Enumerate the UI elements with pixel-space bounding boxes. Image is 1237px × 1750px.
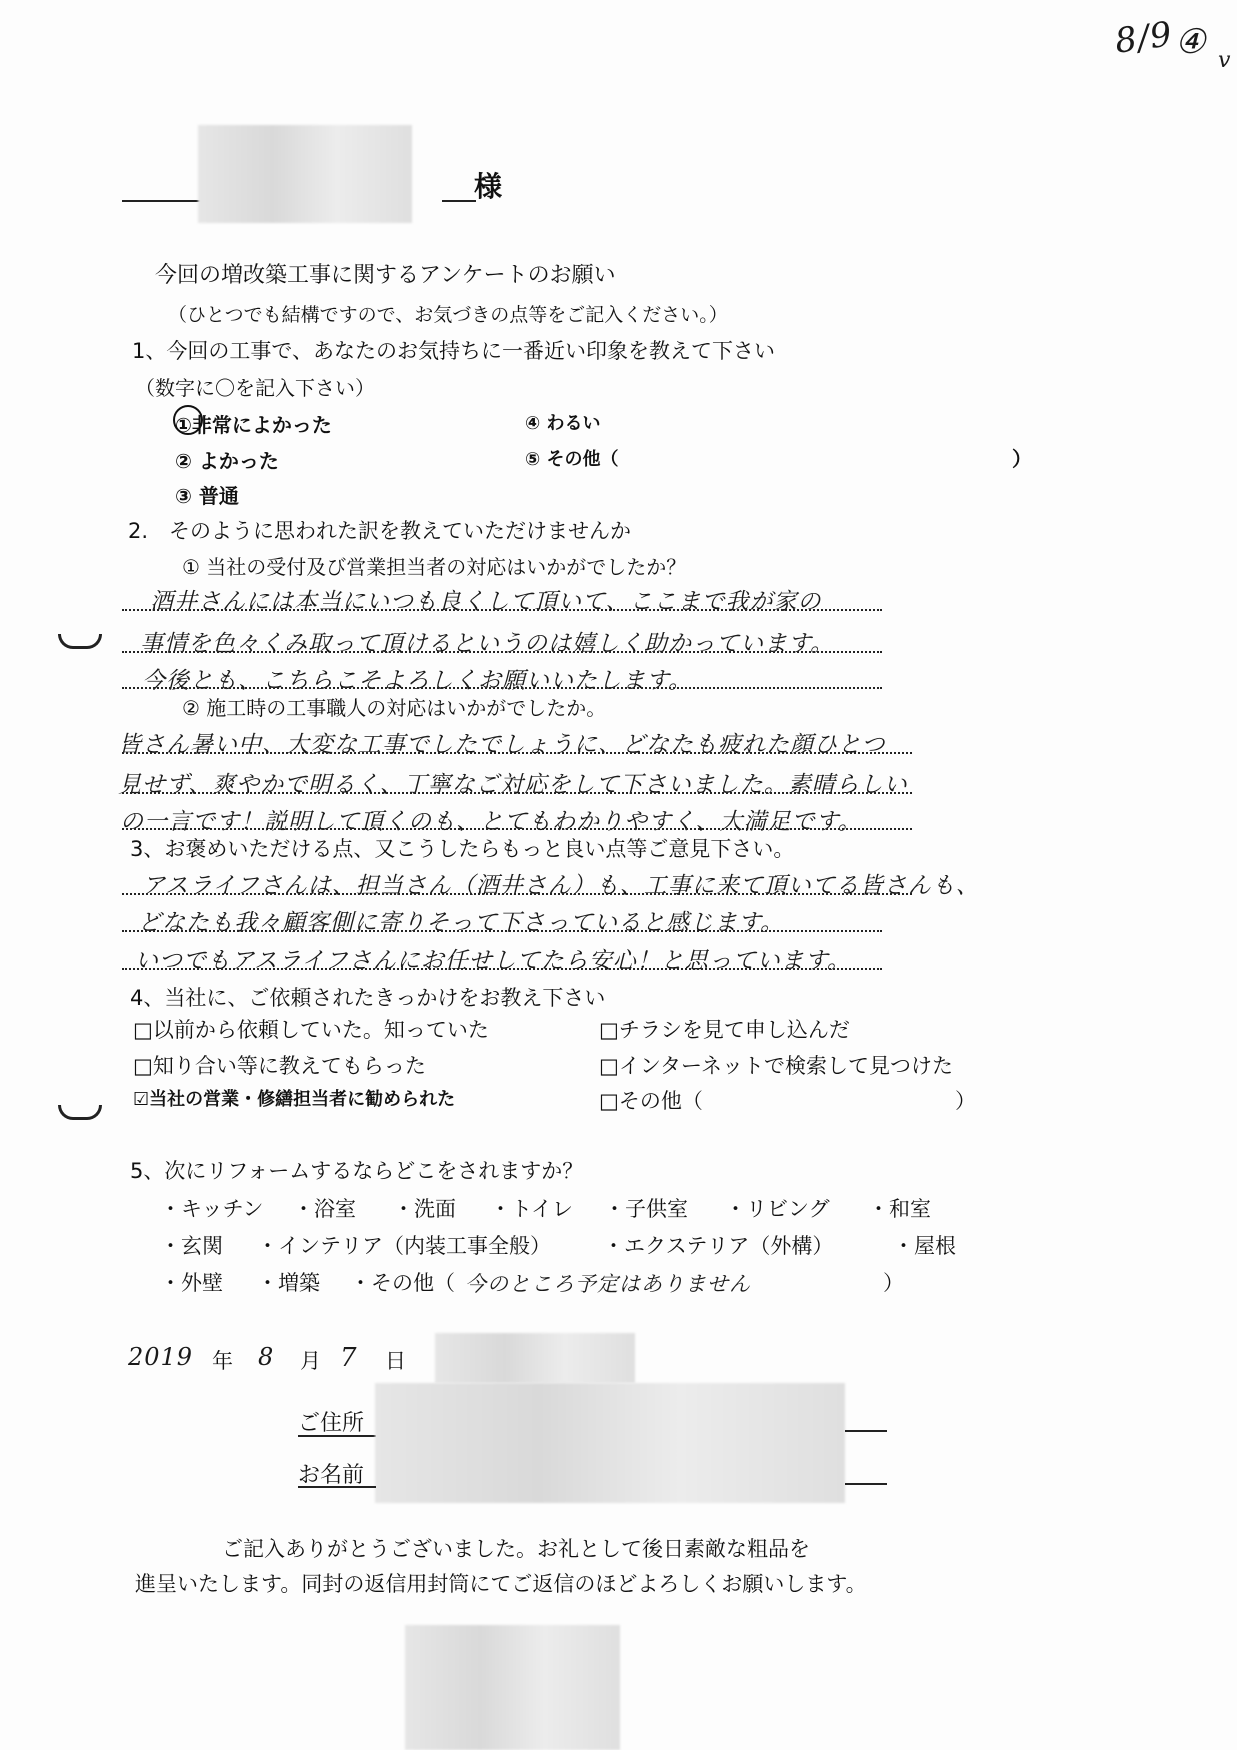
recipient-underline-left xyxy=(122,200,202,202)
q1-option-5-close: ） xyxy=(1012,447,1032,471)
q2-answer2-line1: 皆さん暑い中、大変な工事でしたでしょうに、どなたも疲れた顔ひとつ xyxy=(118,732,886,758)
q1-option-3[interactable]: ③ 普通 xyxy=(175,484,239,508)
q4-question: 4、当社に、ご依頼されたきっかけをお教え下さい xyxy=(130,986,606,1010)
q4-option-known[interactable]: □以前から依頼していた。知っていた xyxy=(133,1018,489,1042)
q3-answer-line2: どなたも我々顧客側に寄りそって下さっていると感じます。 xyxy=(138,910,785,936)
q1-question: 1、今回の工事で、あなたのお気持ちに一番近い印象を教えて下さい xyxy=(132,339,775,363)
redacted-recipient-name xyxy=(198,125,412,223)
q5-question: 5、次にリフォームするならどこをされますか？ xyxy=(130,1159,584,1183)
q5-option-japanese-room[interactable]: ・和室 xyxy=(868,1197,931,1221)
redacted-date-area xyxy=(435,1333,635,1383)
q5-option-kitchen[interactable]: ・キッチン xyxy=(160,1197,264,1221)
name-label-underline xyxy=(298,1486,376,1488)
q2-answer1-line3: 今後とも、こちらこそよろしくお願いいたします。 xyxy=(142,668,693,694)
corner-date-note: 8/9 xyxy=(1112,14,1176,62)
address-label-underline xyxy=(298,1435,376,1437)
date-month: 8 xyxy=(258,1343,275,1371)
q1-note: （数字に〇を記入下さい） xyxy=(135,376,375,400)
honorific-sama: 様 xyxy=(474,170,503,203)
q4-option-sales-recommended[interactable]: ☑当社の営業・修繕担当者に勧められた xyxy=(133,1089,456,1110)
date-day: 7 xyxy=(340,1343,358,1373)
q1-option-1-circled[interactable]: ①非常によかった xyxy=(175,413,332,437)
answer-dotted-line xyxy=(122,609,882,611)
q3-question: 3、お褒めいただける点、又こうしたらもっと良い点等ご意見下さい。 xyxy=(130,837,795,861)
answer-dotted-line xyxy=(122,968,882,970)
q4-option-other-close: ） xyxy=(955,1089,976,1113)
q2-sub1: ① 当社の受付及び営業担当者の対応はいかがでしたか？ xyxy=(182,555,687,579)
answer-dotted-line xyxy=(122,828,912,830)
q5-option-living[interactable]: ・リビング xyxy=(725,1197,830,1221)
q2-answer2-line2: 見せず、爽やかで明るく、丁寧なご対応をして下さいました。素晴らしい xyxy=(118,772,908,798)
q4-option-internet[interactable]: □インターネットで検索して見つけた xyxy=(599,1054,953,1078)
q1-option-4[interactable]: ④ わるい xyxy=(525,413,601,434)
address-label: ご住所 xyxy=(298,1411,365,1436)
answer-dotted-line xyxy=(122,792,912,794)
redacted-address-and-name xyxy=(375,1383,845,1503)
name-label: お名前 xyxy=(298,1463,365,1488)
corner-number-note: ④ xyxy=(1175,22,1207,62)
recipient-underline-right xyxy=(442,200,476,202)
corner-check-note: v xyxy=(1218,48,1232,73)
survey-subtitle: （ひとつでも結構ですので、お気づきの点等をご記入ください。） xyxy=(168,304,728,326)
q5-option-washroom[interactable]: ・洗面 xyxy=(393,1197,456,1221)
q2-question: 2. そのように思われた訳を教えていただけませんか xyxy=(128,519,632,543)
q2-answer1-line1: 酒井さんには本当にいつも良くして頂いて、ここまで我が家の xyxy=(150,589,822,615)
closing-line2: 進呈いたします。同封の返信用封筒にてご返信のほどよろしくお願いします。 xyxy=(135,1572,867,1596)
q5-other-answer: 今のところ予定はありません xyxy=(465,1272,751,1296)
answer-dotted-line xyxy=(122,752,912,754)
q5-option-roof[interactable]: ・屋根 xyxy=(893,1234,956,1258)
answer-dotted-line xyxy=(122,893,912,895)
date-year-unit: 年 xyxy=(212,1349,233,1373)
answer-dotted-line xyxy=(122,687,882,689)
q1-option-5[interactable]: ⑤ その他（ xyxy=(525,449,619,470)
answer-dotted-line xyxy=(122,930,882,932)
q5-option-entrance[interactable]: ・玄関 xyxy=(160,1234,223,1258)
answer-dotted-line xyxy=(122,651,882,653)
q5-option-kids-room[interactable]: ・子供室 xyxy=(604,1197,688,1221)
q5-option-other[interactable]: ・その他（ xyxy=(350,1271,455,1295)
binder-mark xyxy=(58,1105,102,1120)
q2-sub2: ② 施工時の工事職人の対応はいかがでしたか。 xyxy=(182,696,607,720)
q2-answer2-line3: の一言です！説明して頂くのも、とてもわかりやすく、大満足です。 xyxy=(120,809,862,835)
selection-circle-mark xyxy=(173,405,203,435)
q5-option-toilet[interactable]: ・トイレ xyxy=(490,1197,573,1221)
binder-mark xyxy=(58,634,102,649)
q5-other-close: ） xyxy=(883,1271,904,1295)
name-field-line xyxy=(845,1483,887,1485)
closing-line1: ご記入ありがとうございました。お礼として後日素敵な粗品を xyxy=(222,1537,810,1561)
date-year: 2019 xyxy=(128,1343,194,1371)
q4-option-referral[interactable]: □知り合い等に教えてもらった xyxy=(133,1054,426,1078)
q2-answer1-line2: 事情を色々くみ取って頂けるというのは嬉しく助かっています。 xyxy=(140,631,835,657)
q3-answer-line3: いつでもアスライフさんにお任せしてたら安心！と思っています。 xyxy=(135,948,851,974)
date-month-unit: 月 xyxy=(300,1349,321,1373)
q4-option-other[interactable]: □その他（ xyxy=(599,1089,703,1113)
q5-option-interior[interactable]: ・インテリア（内装工事全般） xyxy=(257,1234,551,1258)
redacted-company-stamp xyxy=(405,1625,620,1750)
address-field-line xyxy=(845,1430,887,1432)
q5-option-outer-wall[interactable]: ・外壁 xyxy=(160,1271,223,1295)
q5-option-exterior[interactable]: ・エクステリア（外構） xyxy=(603,1234,834,1258)
date-day-unit: 日 xyxy=(385,1349,406,1373)
q5-option-bathroom[interactable]: ・浴室 xyxy=(293,1197,356,1221)
q1-option-2[interactable]: ② よかった xyxy=(175,449,279,473)
survey-title: 今回の増改築工事に関するアンケートのお願い xyxy=(155,263,616,288)
q4-option-flyer[interactable]: □チラシを見て申し込んだ xyxy=(599,1018,850,1042)
q5-option-extension[interactable]: ・増築 xyxy=(257,1271,320,1295)
q3-answer-line1: アスライフさんは、担当さん（酒井さん）も、工事に来て頂いてる皆さんも、 xyxy=(142,873,980,899)
